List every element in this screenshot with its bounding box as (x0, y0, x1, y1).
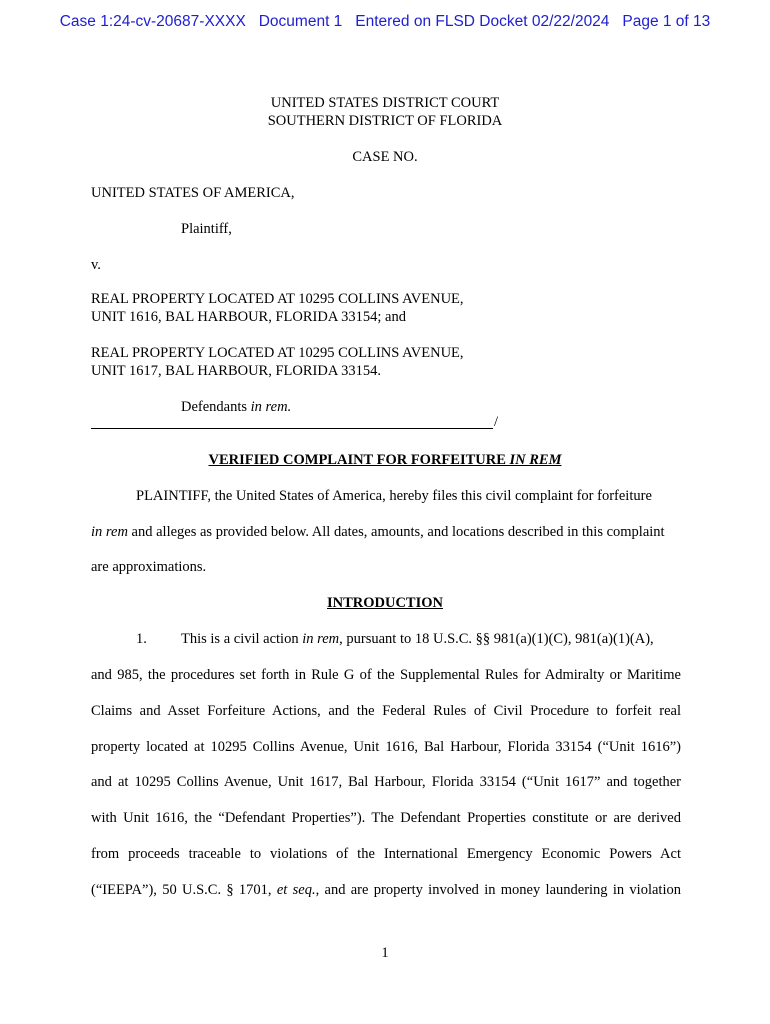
intro-line-3: are approximations. (91, 559, 207, 575)
caption-rule (91, 428, 493, 429)
defendant-1-line-2: UNIT 1616, BAL HARBOUR, FLORIDA 33154; and (91, 309, 406, 325)
intro-line-2-italic: in rem (91, 524, 128, 540)
versus: v. (91, 257, 101, 273)
caption-slash: / (494, 414, 499, 430)
paragraph-1-line-2: and 985, the procedures set forth in Rule G of the Supplemental Rules for Admiralty or Maritime (91, 667, 681, 683)
title-italic: IN REM (509, 452, 562, 468)
section-heading-text: INTRODUCTION (326, 595, 443, 611)
defendant-2-line-2: UNIT 1617, BAL HARBOUR, FLORIDA 33154. (91, 363, 382, 379)
filing-case-number: Case 1:24-cv-20687-XXXX (59, 13, 246, 30)
paragraph-1-line-6: with Unit 1616, the “Defendant Properties”). The Defendant Properties constitute or are derived (91, 810, 681, 826)
defendants-role (181, 398, 291, 416)
paragraph-1-line-8b: , and are property involved in money laundering in violation (315, 882, 681, 898)
paragraph-1-line-3: Claims and Asset Forfeiture Actions, and the Federal Rules of Civil Procedure to forfeit real (91, 703, 681, 719)
plaintiff-role: Plaintiff, (181, 221, 232, 237)
filing-entered: Entered on FLSD Docket 02/22/2024 (355, 13, 610, 30)
filing-page: Page 1 of 13 (622, 13, 711, 30)
paragraph-1-line-8-italic: et seq. (276, 882, 316, 898)
filing-header (0, 13, 770, 31)
paragraph-1-line-1-italic: in rem (302, 631, 340, 647)
court-district: SOUTHERN DISTRICT OF FLORIDA (267, 113, 503, 129)
paragraph-1-line-7: from proceeds traceable to violations of the International Emergency Economic Powers Act (91, 846, 681, 862)
paragraph-1-line-4: property located at 10295 Collins Avenue, Unit 1616, Bal Harbour, Florida 33154 (“Unit 1616”) (91, 739, 681, 755)
defendant-2-line-1: REAL PROPERTY LOCATED AT 10295 COLLINS AVENUE, (91, 345, 464, 361)
plaintiff-name: UNITED STATES OF AMERICA, (91, 185, 295, 201)
case-number-label: CASE NO. (352, 149, 418, 165)
defendants-role-text: Defendants (181, 399, 251, 415)
intro-line-2 (91, 523, 665, 541)
court-name: UNITED STATES DISTRICT COURT (270, 95, 500, 111)
paragraph-1-line-1a: This is a civil action (181, 631, 303, 647)
intro-line-2-text: and alleges as provided below. All dates, amounts, and locations described in this complaint (127, 524, 665, 540)
section-heading (0, 594, 770, 612)
title-main: VERIFIED COMPLAINT FOR FORFEITURE (208, 452, 510, 468)
defendant-1-line-1: REAL PROPERTY LOCATED AT 10295 COLLINS AVENUE, (91, 291, 464, 307)
paragraph-1-line-8 (91, 881, 681, 899)
paragraph-1-line-1 (181, 630, 654, 648)
paragraph-1-line-8a: (“IEEPA”), 50 U.S.C. § 1701, (91, 882, 277, 898)
intro-line-1: PLAINTIFF, the United States of America, hereby files this civil complaint for forfeiture (136, 488, 652, 504)
paragraph-1-number: 1. (136, 631, 147, 647)
page-number: 1 (381, 945, 389, 961)
paragraph-1-line-5: and at 10295 Collins Avenue, Unit 1617, Bal Harbour, Florida 33154 (“Unit 1617” and together (91, 774, 681, 790)
document-title (0, 451, 770, 469)
defendants-role-italic: in rem. (250, 399, 292, 415)
filing-document: Document 1 (258, 13, 343, 30)
paragraph-1-line-1b: , pursuant to 18 U.S.C. §§ 981(a)(1)(C), 981(a)(1)(A), (339, 631, 654, 647)
